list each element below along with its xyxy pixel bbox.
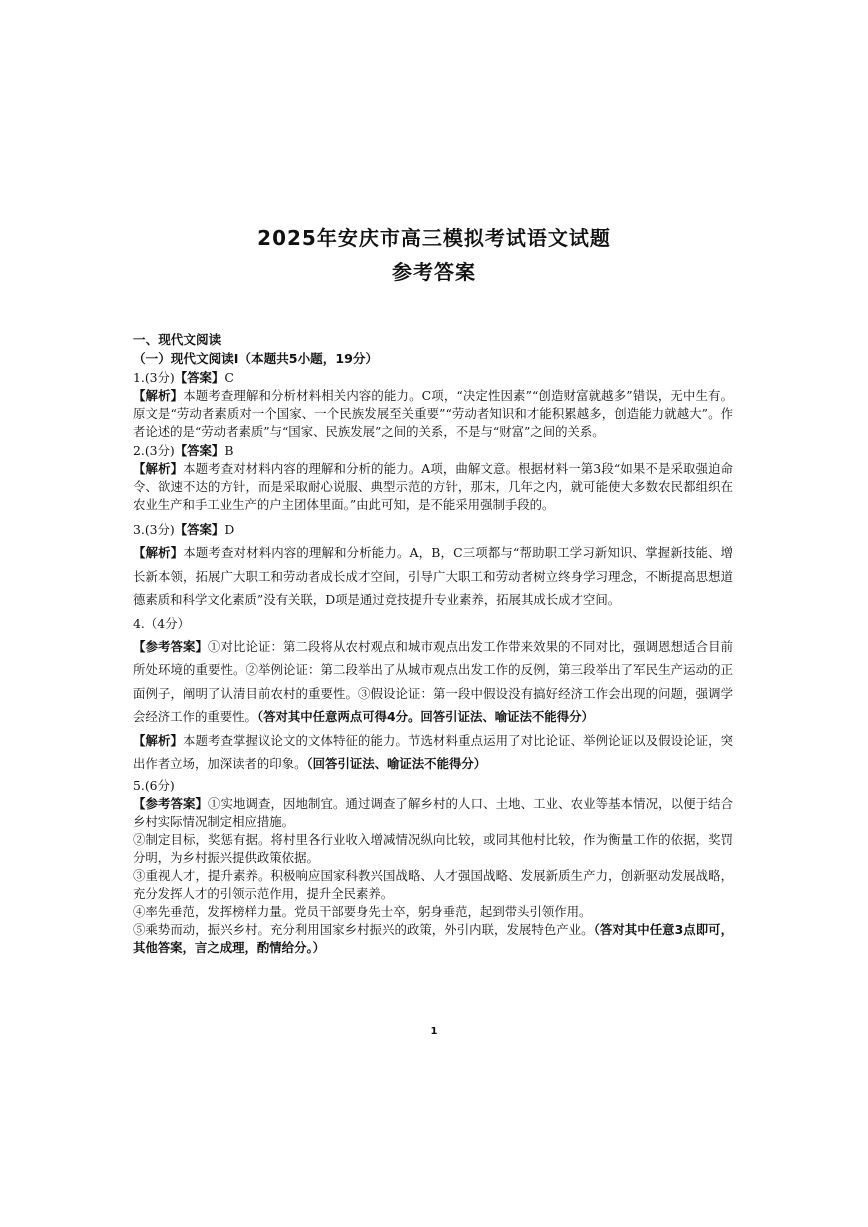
question-4-analysis — [133, 729, 733, 776]
question-1-analysis-text: 本题考查理解和分析材料相关内容的能力。C项，“决定性因素”“创造财富就越多”错误，无中生有。原文是“劳动者素质对一个国家、一个民族发展至关重要”“劳动者知识和才能积累越多，创造能力就越大”。作者论述的是“劳动者素质”与“国家、民族发展”之间的关系，不是与“财富”之间的关系。 — [133, 388, 733, 439]
question-2-number: 2.(3分) — [133, 443, 175, 458]
question-5 — [133, 776, 733, 957]
analysis-label: 【解析】 — [133, 388, 184, 403]
question-4-reference-answer-text: ①对比论证：第二段将从农村观点和城市观点出发工作带来效果的不同对比，强调恩想适合目前所处环境的重要性。②举例论证：第二段举出了从城市观点出发工作的反例，第三段举出了军民生产运动的正面例子，阐明了认清目前农村的重要性。③假设论证：第一段中假设没有搞好经济工作会出现的问题，强调学会经济工作的重要性。 — [133, 638, 734, 724]
question-5-point-3: ③重视人才，提升素养。积极响应国家科教兴国战略、人才强国战略、发展新质生产力，创新驱动发展战略，充分发挥人才的引领示范作用，提升全民素养。 — [133, 867, 733, 901]
question-5-point-5 — [133, 921, 733, 957]
analysis-label: 【解析】 — [133, 461, 184, 476]
question-4-scoring-note: （答对其中任意两点可得4分。回答引证法、喻证法不能得分） — [256, 709, 594, 724]
question-2-answer: B — [224, 443, 234, 458]
question-4 — [133, 612, 733, 776]
analysis-label: 【解析】 — [133, 545, 184, 560]
answer-label: 【答案】 — [174, 370, 225, 385]
question-1-header — [133, 368, 733, 387]
page-title: 2025年安庆市高三模拟考试语文试题 — [257, 226, 611, 250]
answer-label: 【答案】 — [174, 522, 225, 537]
question-5-point-2: ②制定目标，奖惩有据。将村里各行业收入增减情况纵向比较，或同其他村比较，作为衡量工作的依据，奖罚分明，为乡村振兴提供政策依据。 — [133, 831, 733, 865]
question-3-analysis-text: 本题考查对材料内容的理解和分析能力。A，B，C三项都与“帮助职工学习新知识、掌握新技能、增长新本领，拓展广大职工和劳动者成长成才空间，引导广大职工和劳动者树立终身学习理念，不断提高思想道德素质和科学文化素质”没有关联，D项是通过竞技提升专业素养，拓展其成长成才空间。 — [133, 545, 733, 607]
question-5-point-1 — [133, 795, 733, 831]
question-3-header — [133, 518, 733, 541]
question-3 — [133, 518, 733, 612]
question-4-number: 4.（4分） — [133, 615, 190, 631]
question-4-analysis-note: （回答引证法、喻证法不能得分） — [306, 756, 487, 771]
answer-content — [133, 330, 733, 957]
page-number: 1 — [430, 1026, 438, 1037]
question-1-number: 1.(3分) — [133, 370, 175, 385]
question-3-answer: D — [224, 522, 235, 537]
reference-answer-label: 【参考答案】 — [133, 795, 209, 811]
question-2-analysis — [133, 460, 733, 514]
question-5-scoring-note: （答对其中任意3点即可，其他答案，言之成理，酌情给分。） — [133, 921, 734, 955]
question-3-analysis — [133, 541, 733, 612]
question-5-point-5-text: ⑤乘势而动，振兴乡村。充分利用国家乡村振兴的政策，外引内联，发展特色产业。 — [133, 921, 594, 937]
section-title: 一、现代文阅读 — [133, 332, 222, 347]
question-4-reference-answer — [133, 635, 733, 729]
question-2-header — [133, 441, 733, 460]
question-5-point-4: ④率先垂范，发挥榜样力量。党员干部要身先士卒，躬身垂范，起到带头引领作用。 — [133, 903, 592, 919]
question-3-number: 3.(3分) — [133, 522, 175, 537]
question-2-analysis-text: 本题考查对材料内容的理解和分析的能力。A项，曲解文意。根据材料一第3段“如果不是采取强迫命令、欲速不达的方针，而是采取耐心说服、典型示范的方针，那末，几年之内，就可能使大多数农民都组织在农业生产和手工业生产的户主团体里面。”由此可知，是不能采用强制手段的。 — [133, 461, 733, 512]
question-1 — [133, 368, 733, 441]
question-1-answer: C — [224, 370, 234, 385]
page-subtitle: 参考答案 — [392, 260, 476, 284]
subsection-title: （一）现代文阅读Ⅰ（本题共5小题，19分） — [133, 351, 379, 366]
analysis-label: 【解析】 — [133, 732, 184, 748]
question-5-number: 5.(6分) — [133, 777, 175, 793]
question-1-analysis — [133, 387, 733, 441]
reference-answer-label: 【参考答案】 — [133, 638, 209, 654]
answer-label: 【答案】 — [174, 443, 225, 458]
question-2 — [133, 441, 733, 514]
question-5-point-1-text: ①实地调查，因地制宜。通过调查了解乡村的人口、土地、工业、农业等基本情况，以便于结合乡村实际情况制定相应措施。 — [133, 795, 734, 829]
question-4-analysis-text: 本题考查掌握议论文的文体特征的能力。节选材料重点运用了对比论证、举例论证以及假设论证，突出作者立场，加深读者的印象。 — [133, 732, 734, 771]
